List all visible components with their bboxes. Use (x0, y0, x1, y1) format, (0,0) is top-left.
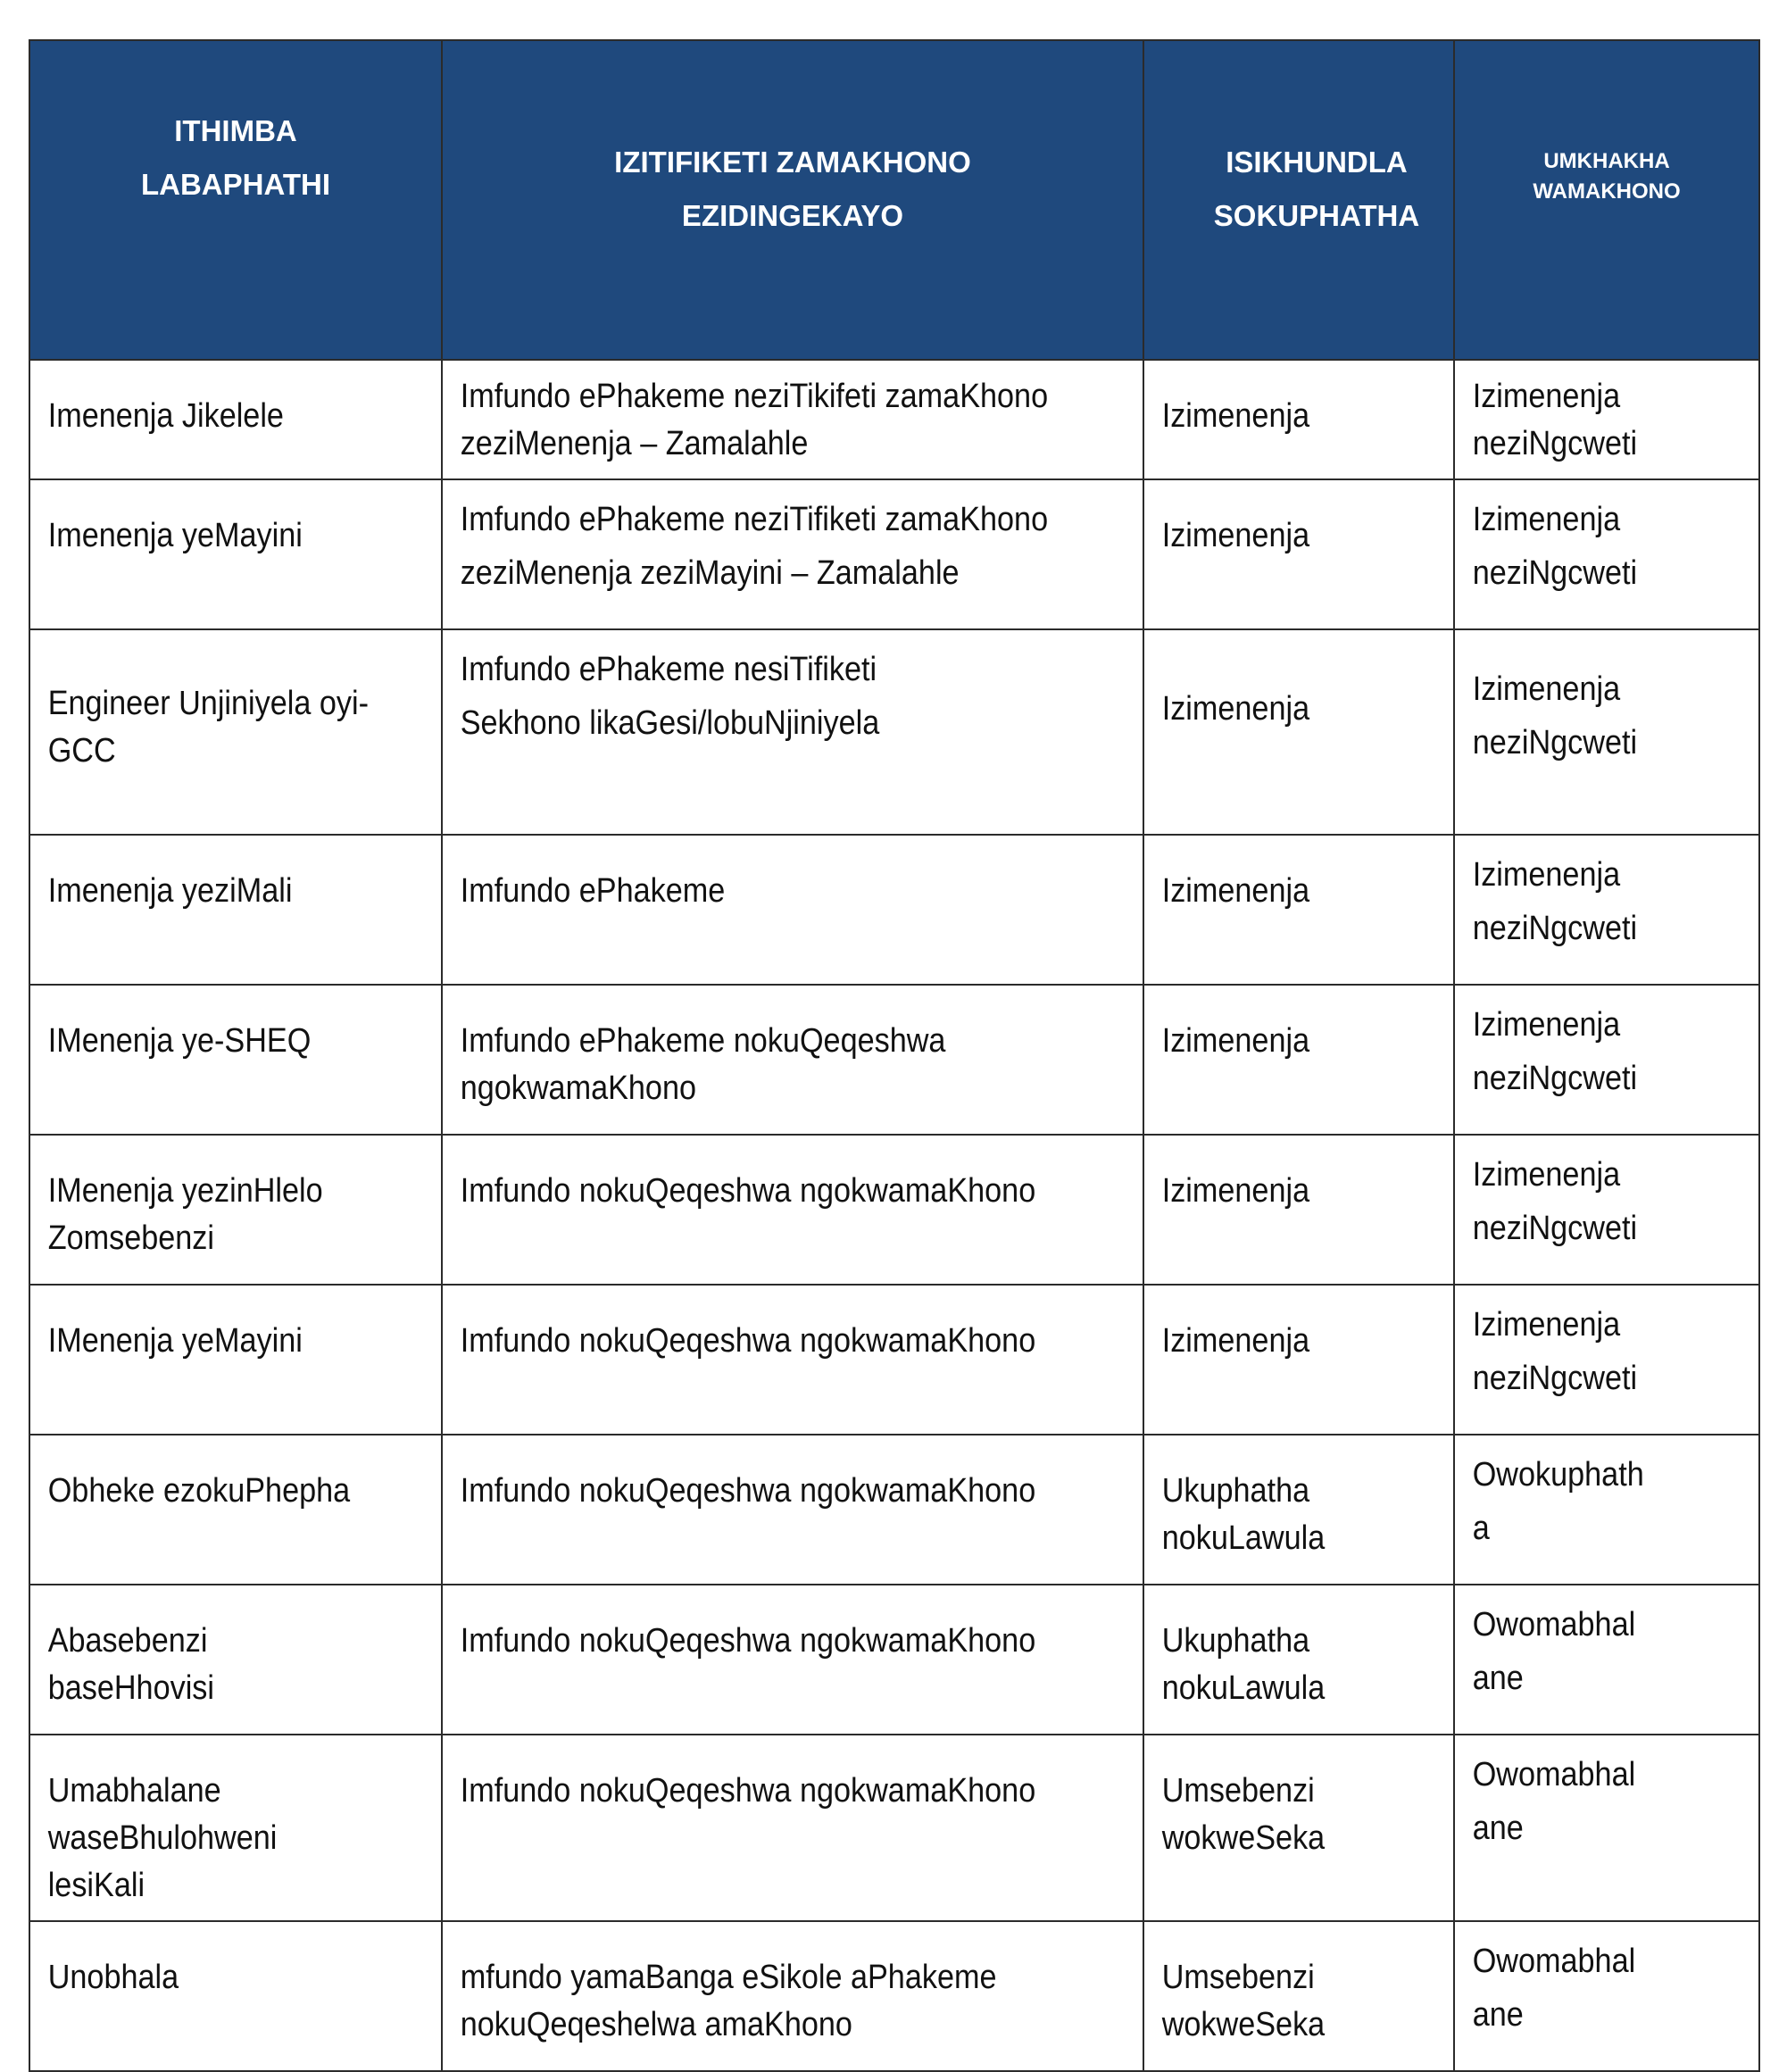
cell-team: Imenenja yeziMali (29, 835, 401, 985)
table-row (29, 629, 1759, 835)
cell-position: Izimenenja (1143, 985, 1423, 1135)
cell-category: Owomabhal ane (1454, 1735, 1729, 1921)
cell-position: Izimenenja (1143, 1135, 1423, 1285)
header-skills-category: UMKHAKHA WAMAKHONO (1454, 40, 1759, 360)
cell-category: Izimenenja neziNgcweti (1454, 835, 1729, 985)
table-row (29, 479, 1759, 629)
cell-category: Owokuphath a (1454, 1435, 1729, 1585)
table-body (29, 360, 1759, 2071)
cell-team: IMenenja yeMayini (29, 1285, 401, 1435)
table-row (29, 1285, 1759, 1435)
cell-certificates: Imfundo ePhakeme nokuQeqeshwa ngokwamaKhono (442, 985, 1073, 1135)
cell-team: Unobhala (29, 1921, 401, 2071)
table-row (29, 985, 1759, 1135)
table-row (29, 1735, 1759, 1921)
cell-certificates: Imfundo ePhakeme neziTifiketi zamaKhono zeziMenenja zeziMayini – Zamalahle (442, 479, 1073, 629)
cell-certificates: Imfundo nokuQeqeshwa ngokwamaKhono (442, 1585, 1073, 1735)
header-row (29, 40, 1759, 360)
cell-certificates: mfundo yamaBanga eSikole aPhakeme nokuQeqeshelwa amaKhono (442, 1921, 1073, 2071)
qualifications-table (29, 39, 1760, 2072)
table-row (29, 360, 1759, 479)
cell-certificates: Imfundo nokuQeqeshwa ngokwamaKhono (442, 1435, 1073, 1585)
cell-team: Abasebenzi baseHhovisi (29, 1585, 401, 1735)
cell-position: Ukuphatha nokuLawula (1143, 1585, 1423, 1735)
cell-category: Izimenenja neziNgcweti (1454, 1285, 1729, 1435)
cell-category: Izimenenja neziNgcweti (1454, 479, 1729, 629)
table-header (29, 40, 1759, 360)
header-management-team: ITHIMBA LABAPHATHI (29, 40, 442, 360)
cell-team: Obheke ezokuPhepha (29, 1435, 401, 1585)
cell-position: Umsebenzi wokweSeka (1143, 1735, 1423, 1921)
table-row (29, 835, 1759, 985)
cell-certificates: Imfundo nokuQeqeshwa ngokwamaKhono (442, 1285, 1073, 1435)
cell-position: Izimenenja (1143, 835, 1423, 985)
cell-position: Izimenenja (1143, 360, 1423, 479)
cell-category: Izimenenja neziNgcweti (1454, 629, 1729, 835)
table-row (29, 1585, 1759, 1735)
cell-category: Owomabhal ane (1454, 1921, 1729, 2071)
cell-position: Umsebenzi wokweSeka (1143, 1921, 1423, 2071)
cell-certificates: Imfundo ePhakeme (442, 835, 1073, 985)
cell-position: Izimenenja (1143, 629, 1423, 835)
cell-position: Izimenenja (1143, 1285, 1423, 1435)
header-management-position: ISIKHUNDLA SOKUPHATHA (1143, 40, 1454, 360)
cell-team: Imenenja Jikelele (29, 360, 401, 479)
cell-category: Owomabhal ane (1454, 1585, 1729, 1735)
header-required-certificates: IZITIFIKETI ZAMAKHONO EZIDINGEKAYO (442, 40, 1143, 360)
cell-position: Izimenenja (1143, 479, 1423, 629)
cell-certificates: Imfundo ePhakeme nesiTifiketi Sekhono likaGesi/lobuNjiniyela (442, 629, 1073, 835)
cell-certificates: Imfundo nokuQeqeshwa ngokwamaKhono (442, 1735, 1073, 1921)
cell-certificates: Imfundo nokuQeqeshwa ngokwamaKhono (442, 1135, 1073, 1285)
cell-team: Umabhalane waseBhulohweni lesiKali (29, 1735, 401, 1921)
cell-team: Imenenja yeMayini (29, 479, 401, 629)
cell-team: Engineer Unjiniyela oyi- GCC (29, 629, 401, 835)
cell-certificates: Imfundo ePhakeme neziTikifeti zamaKhono zeziMenenja – Zamalahle (442, 360, 1073, 479)
table-row (29, 1435, 1759, 1585)
cell-team: IMenenja ye-SHEQ (29, 985, 401, 1135)
cell-team: IMenenja yezinHlelo Zomsebenzi (29, 1135, 401, 1285)
cell-position: Ukuphatha nokuLawula (1143, 1435, 1423, 1585)
cell-category: Izimenenja neziNgcweti (1454, 360, 1729, 479)
table-row (29, 1135, 1759, 1285)
table-row (29, 1921, 1759, 2071)
cell-category: Izimenenja neziNgcweti (1454, 1135, 1729, 1285)
cell-category: Izimenenja neziNgcweti (1454, 985, 1729, 1135)
